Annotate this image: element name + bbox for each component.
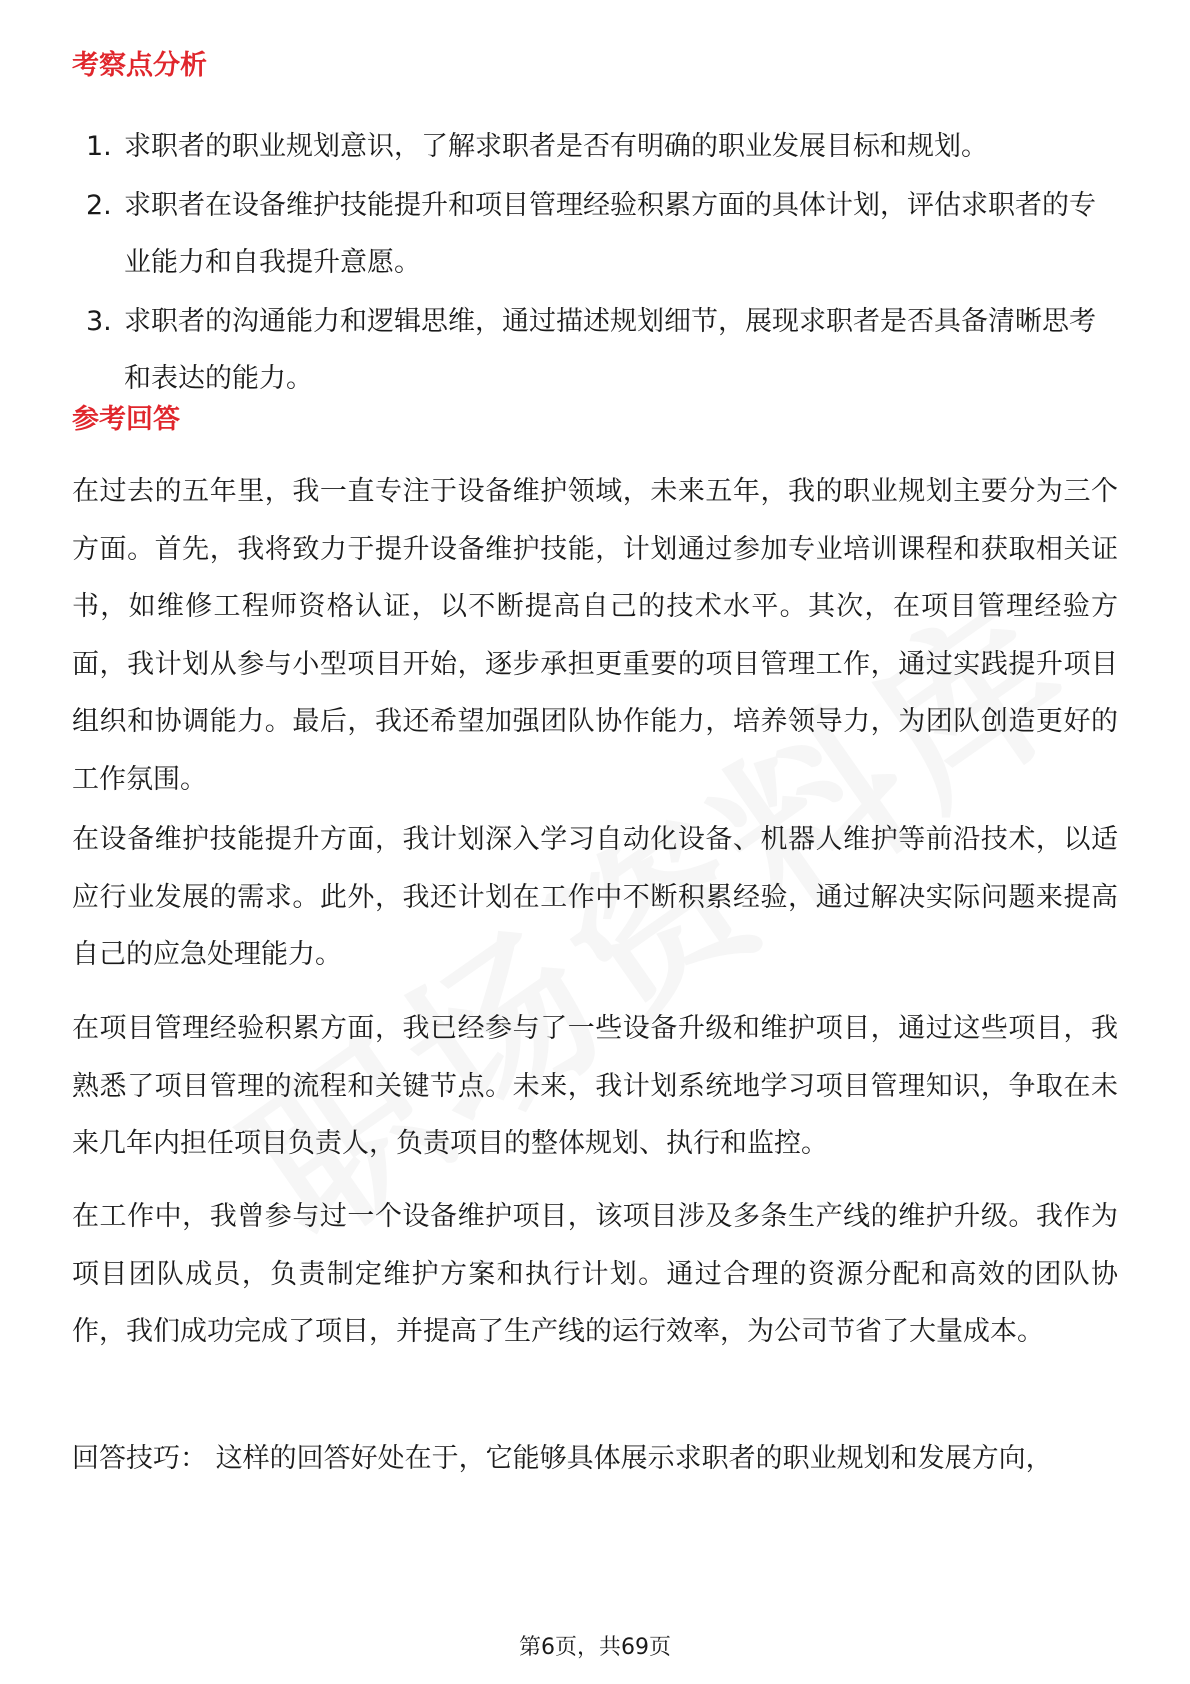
answer-heading: 参考回答	[72, 404, 180, 435]
list-number: 3.	[86, 306, 112, 337]
analysis-list	[72, 118, 1118, 409]
answer-paragraph: 在项目管理经验积累方面，我已经参与了一些设备升级和维护项目，通过这些项目，我熟悉了项目管理的流程和关键节点。未来，我计划系统地学习项目管理知识，争取在未来几年内担任项目负责人，负责项目的整体规划、执行和监控。	[72, 1013, 1118, 1159]
answer-tip: 回答技巧： 这样的回答好处在于，它能够具体展示求职者的职业规划和发展方向，	[72, 1443, 1053, 1474]
list-item-text: 求职者的沟通能力和逻辑思维，通过描述规划细节，展现求职者是否具备清晰思考和表达的能力。	[124, 306, 1096, 394]
list-item	[72, 177, 1118, 291]
analysis-heading: 考察点分析	[72, 50, 207, 81]
page-number: 第6页，共69页	[519, 1635, 671, 1660]
answer-paragraph: 在工作中，我曾参与过一个设备维护项目，该项目涉及多条生产线的维护升级。我作为项目团队成员，负责制定维护方案和执行计划。通过合理的资源分配和高效的团队协作，我们成功完成了项目，并提高了生产线的运行效率，为公司节省了大量成本。	[72, 1201, 1118, 1347]
list-number: 2.	[86, 190, 112, 221]
list-item	[72, 118, 1118, 175]
list-item	[72, 293, 1118, 407]
list-item-text: 求职者在设备维护技能提升和项目管理经验积累方面的具体计划，评估求职者的专业能力和自我提升意愿。	[124, 190, 1096, 278]
list-number: 1.	[86, 131, 112, 162]
list-item-text: 求职者的职业规划意识，了解求职者是否有明确的职业发展目标和规划。	[124, 131, 988, 162]
answer-paragraph: 在设备维护技能提升方面，我计划深入学习自动化设备、机器人维护等前沿技术，以适应行业发展的需求。此外，我还计划在工作中不断积累经验，通过解决实际问题来提高自己的应急处理能力。	[72, 824, 1118, 970]
answer-paragraph: 在过去的五年里，我一直专注于设备维护领域，未来五年，我的职业规划主要分为三个方面。首先，我将致力于提升设备维护技能，计划通过参加专业培训课程和获取相关证书，如维修工程师资格认证，以不断提高自己的技术水平。其次，在项目管理经验方面，我计划从参与小型项目开始，逐步承担更重要的项目管理工作，通过实践提升项目组织和协调能力。最后，我还希望加强团队协作能力，培养领导力，为团队创造更好的工作氛围。	[72, 476, 1118, 795]
